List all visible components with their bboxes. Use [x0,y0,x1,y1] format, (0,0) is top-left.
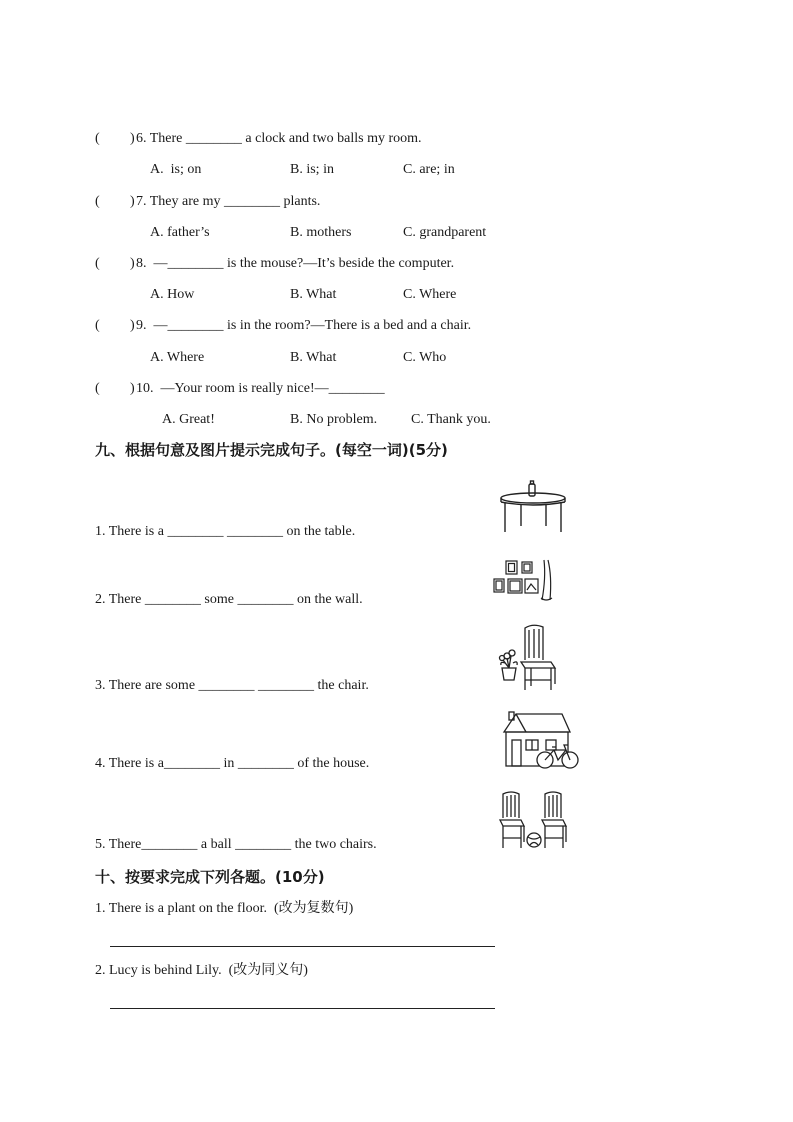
option-c: C. Who [403,350,447,365]
answer-paren-open: ( [95,381,100,396]
option-b: B. What [290,350,337,365]
option-b: B. mothers [290,225,352,240]
answer-paren-close: ) [130,256,135,271]
question-stem: 10. —Your room is really nice!—________ [136,381,385,396]
option-b: B. What [290,287,337,302]
answer-paren-open: ( [95,131,100,146]
section-9-title: 九、根据句意及图片提示完成句子。(每空一词)(5分) [95,441,448,459]
option-c: C. Where [403,287,457,302]
answer-paren-close: ) [130,194,135,209]
ball-between-chairs-picture [497,790,579,852]
section-9-item-3: 3. There are some ________ ________ the chair. [95,678,369,693]
answer-paren-close: ) [130,318,135,333]
option-a: A. is; on [150,162,202,177]
question-stem: 8. —________ is the mouse?—It’s beside the computer. [136,256,455,271]
answer-paren-open: ( [95,194,100,209]
option-a: A. Where [150,350,205,365]
answer-paren-open: ( [95,256,100,271]
answer-line-1[interactable] [110,946,495,947]
option-c: C. Thank you. [411,412,491,427]
section-10-item-1: 1. There is a plant on the floor. (改为复数句) [95,901,354,916]
option-c: C. are; in [403,162,455,177]
wall-pictures-picture [492,558,557,604]
option-c: C. grandparent [403,225,487,240]
section-9-item-1: 1. There is a ________ ________ on the table. [95,524,356,539]
answer-paren-open: ( [95,318,100,333]
section-9-item-2: 2. There ________ some ________ on the wall. [95,592,363,607]
section-10-title: 十、按要求完成下列各题。(10分) [95,868,325,886]
option-a: A. How [150,287,195,302]
section-9-item-5: 5. There________ a ball ________ the two chairs. [95,837,377,852]
option-b: B. No problem. [290,412,378,427]
answer-line-2[interactable] [110,1008,495,1009]
section-9-item-4: 4. There is a________ in ________ of the house. [95,756,370,771]
answer-paren-close: ) [130,381,135,396]
section-10-item-2: 2. Lucy is behind Lily. (改为同义句) [95,963,308,978]
option-a: A. father’s [150,225,210,240]
option-b: B. is; in [290,162,334,177]
table-with-bottle-picture [498,478,568,536]
question-stem: 7. They are my ________ plants. [136,194,321,209]
flowers-beside-chair-picture [497,622,561,692]
question-stem: 6. There ________ a clock and two balls my room. [136,131,422,146]
question-stem: 9. —________ is in the room?—There is a bed and a chair. [136,318,472,333]
bike-front-of-house-picture [500,710,582,772]
answer-paren-close: ) [130,131,135,146]
option-a: A. Great! [162,412,215,427]
